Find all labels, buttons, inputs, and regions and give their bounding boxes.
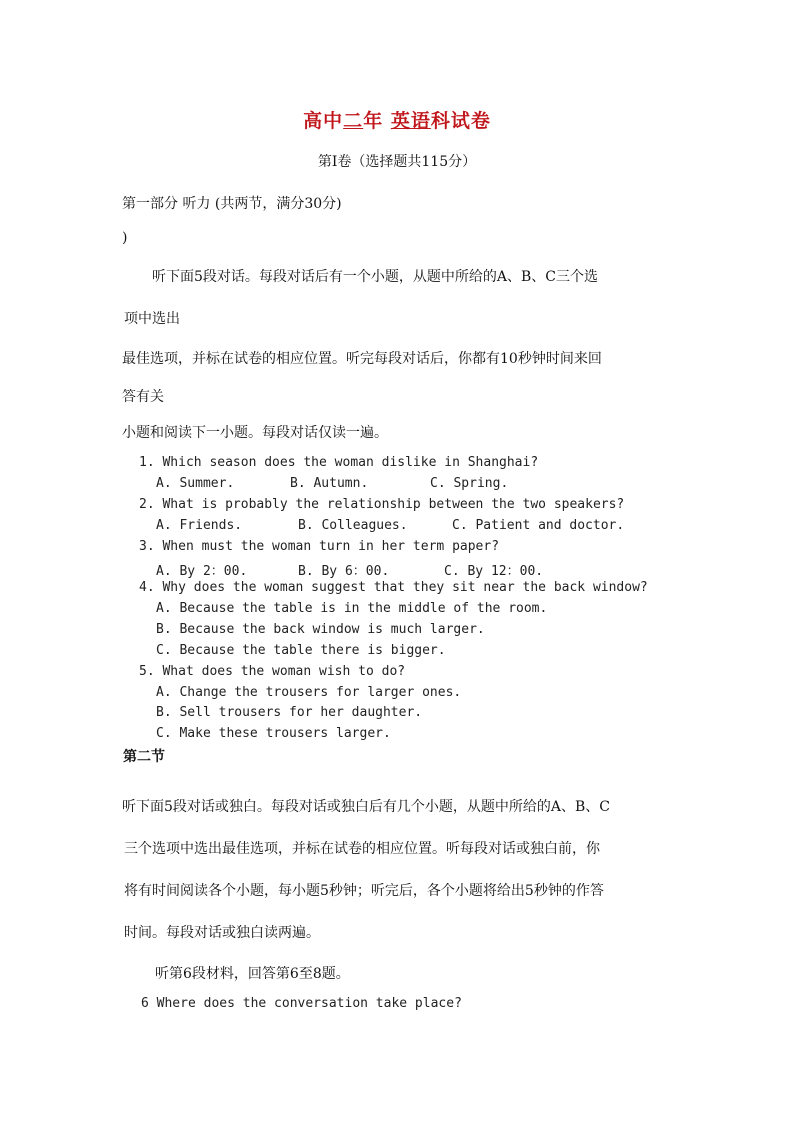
q4-option-a: A. Because the table is in the middle of the room. [156,601,548,616]
q4-option-c: C. Because the table there is bigger. [156,643,446,658]
section-two-heading: 第二节 [123,749,165,765]
question-3: 3. When must the woman turn in her term paper? [139,539,500,554]
q4-option-b: B. Because the back window is much larger. [156,622,485,637]
q1-option-b: B. Autumn. [290,476,369,491]
part-one-heading: 第一部分 听力 (共两节，满分30分) [122,196,342,212]
paper-title: 高中二年 英语科试卷 [303,110,491,132]
section-two-instruction: 三个选项中选出最佳选项，并标在试卷的相应位置。听每段对话或独白前，你 [124,841,600,857]
q1-option-a: A. Summer. [156,476,235,491]
section-two-instruction: 听下面5段对话或独白。每段对话或独白后有几个小题，从题中所给的A、B、C [122,799,611,815]
section-two-instruction: 将有时间阅读各个小题，每小题5秒钟；听完后，各个小题将给出5秒钟的作答 [124,883,604,899]
material-note: 听第6段材料，回答第6至8题。 [155,966,350,982]
q3-option-c: C. By 12：00. [444,564,544,579]
q1-option-c: C. Spring. [430,476,509,491]
question-1: 1. Which season does the woman dislike in Shanghai? [139,455,539,470]
q3-option-a: A. By 2：00. [156,564,248,579]
question-4: 4. Why does the woman suggest that they sit near the back window? [139,580,648,595]
instruction-line: 听下面5段对话。每段对话后有一个小题，从题中所给的A、B、C三个选 [152,269,599,285]
q3-option-b: B. By 6：00. [298,564,390,579]
q5-option-c: C. Make these trousers larger. [156,726,391,741]
question-6: 6 Where does the conversation take place? [141,996,462,1011]
section-two-instruction: 时间。每段对话或独白读两遍。 [124,925,320,941]
instruction-line: 最佳选项，并标在试卷的相应位置。听完每段对话后，你都有10秒钟时间来回 [122,351,602,367]
instruction-line: 项中选出 [124,311,180,327]
instruction-line: 小题和阅读下一小题。每段对话仅读一遍。 [122,425,388,441]
q5-option-a: A. Change the trousers for larger ones. [156,685,462,700]
q2-option-a: A. Friends. [156,518,243,533]
question-5: 5. What does the woman wish to do? [139,664,406,679]
q2-option-b: B. Colleagues. [298,518,408,533]
q5-option-b: B. Sell trousers for her daughter. [156,705,423,720]
paper-subtitle: 第I卷（选择题共115分） [317,154,477,170]
instruction-line: 答有关 [122,389,164,405]
q2-option-c: C. Patient and doctor. [452,518,625,533]
question-2: 2. What is probably the relationship between the two speakers? [139,497,625,512]
stray-paren: ) [122,230,128,246]
